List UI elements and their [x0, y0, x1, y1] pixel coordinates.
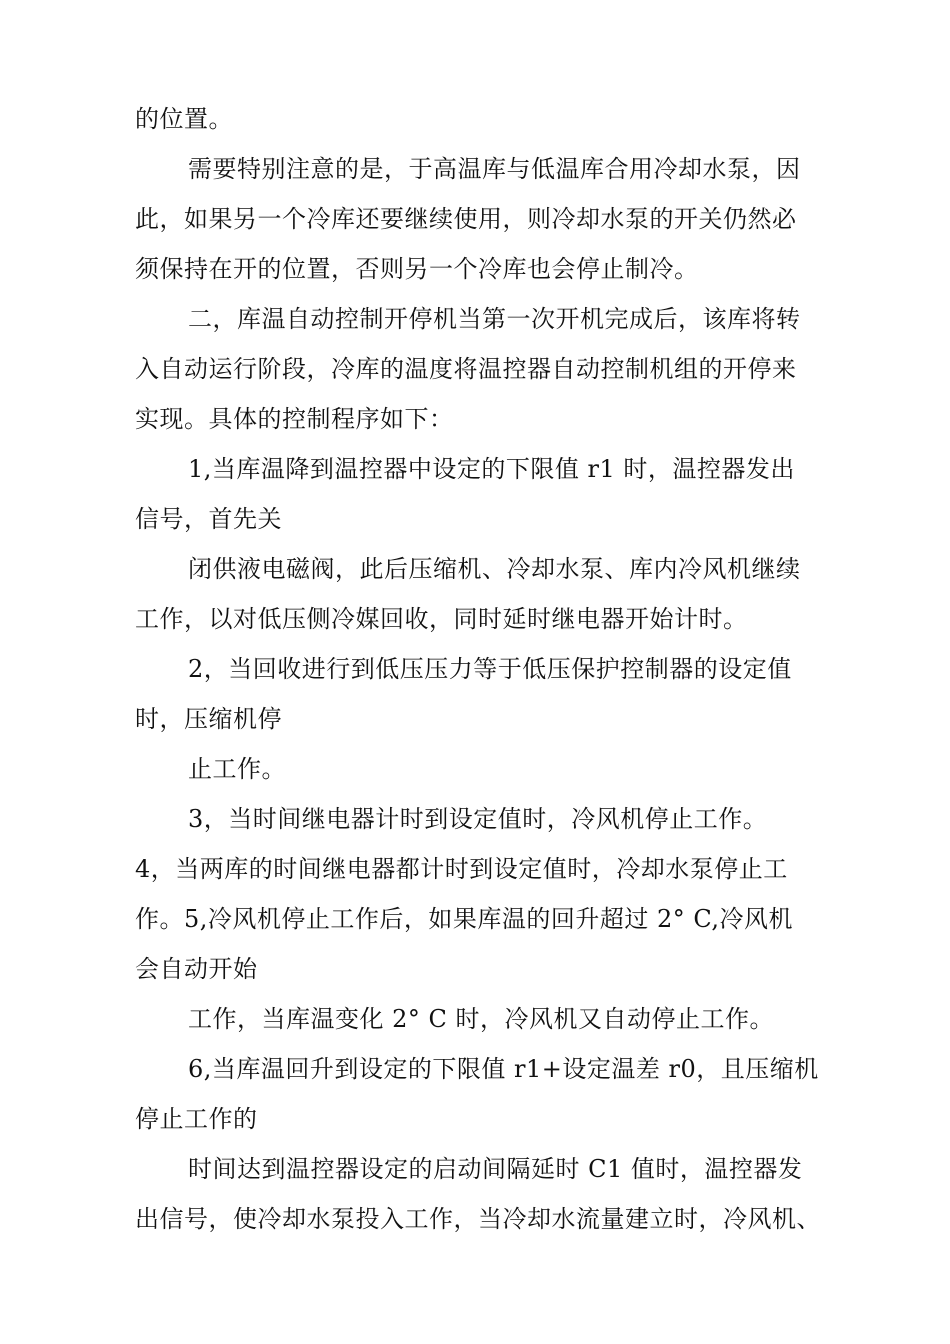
text-line: 须保持在开的位置，否则另一个冷库也会停止制冷。	[135, 255, 699, 283]
text-line: 时间达到温控器设定的启动间隔延时 C1 值时，温控器发	[188, 1155, 803, 1183]
text-line: 的位置。	[135, 105, 233, 133]
text-line: 时，压缩机停	[135, 705, 282, 733]
text-line: 1,当库温降到温控器中设定的下限值 r1 时，温控器发出	[188, 455, 795, 483]
text-line: 作。5,冷风机停止工作后，如果库温的回升超过 2° C,冷风机	[135, 905, 794, 933]
text-line: 需要特别注意的是，于高温库与低温库合用冷却水泵，因	[188, 155, 801, 183]
text-line: 止工作。	[188, 755, 286, 783]
text-line: 闭供液电磁阀，此后压缩机、冷却水泵、库内冷风机继续	[188, 555, 801, 583]
text-line: 3，当时间继电器计时到设定值时，冷风机停止工作。	[188, 805, 768, 833]
text-line: 会自动开始	[135, 955, 258, 983]
text-line: 二，库温自动控制开停机当第一次开机完成后，该库将转	[188, 305, 801, 333]
text-line: 出信号，使冷却水泵投入工作，当冷却水流量建立时，冷风机、	[135, 1205, 821, 1233]
text-line: 入自动运行阶段，冷库的温度将温控器自动控制机组的开停来	[135, 355, 797, 383]
text-line: 2，当回收进行到低压压力等于低压保护控制器的设定值	[188, 655, 792, 683]
text-line: 实现。具体的控制程序如下：	[135, 405, 454, 433]
text-line: 此，如果另一个冷库还要继续使用，则冷却水泵的开关仍然必	[135, 205, 797, 233]
text-line: 4，当两库的时间继电器都计时到设定值时，冷却水泵停止工	[135, 855, 788, 883]
text-line: 工作，当库温变化 2° C 时，冷风机又自动停止工作。	[188, 1005, 775, 1033]
text-line: 信号，首先关	[135, 505, 282, 533]
text-line: 工作，以对低压侧冷媒回收，同时延时继电器开始计时。	[135, 605, 748, 633]
text-line: 6,当库温回升到设定的下限值 r1+设定温差 r0，且压缩机	[188, 1055, 819, 1083]
text-line: 停止工作的	[135, 1105, 258, 1133]
